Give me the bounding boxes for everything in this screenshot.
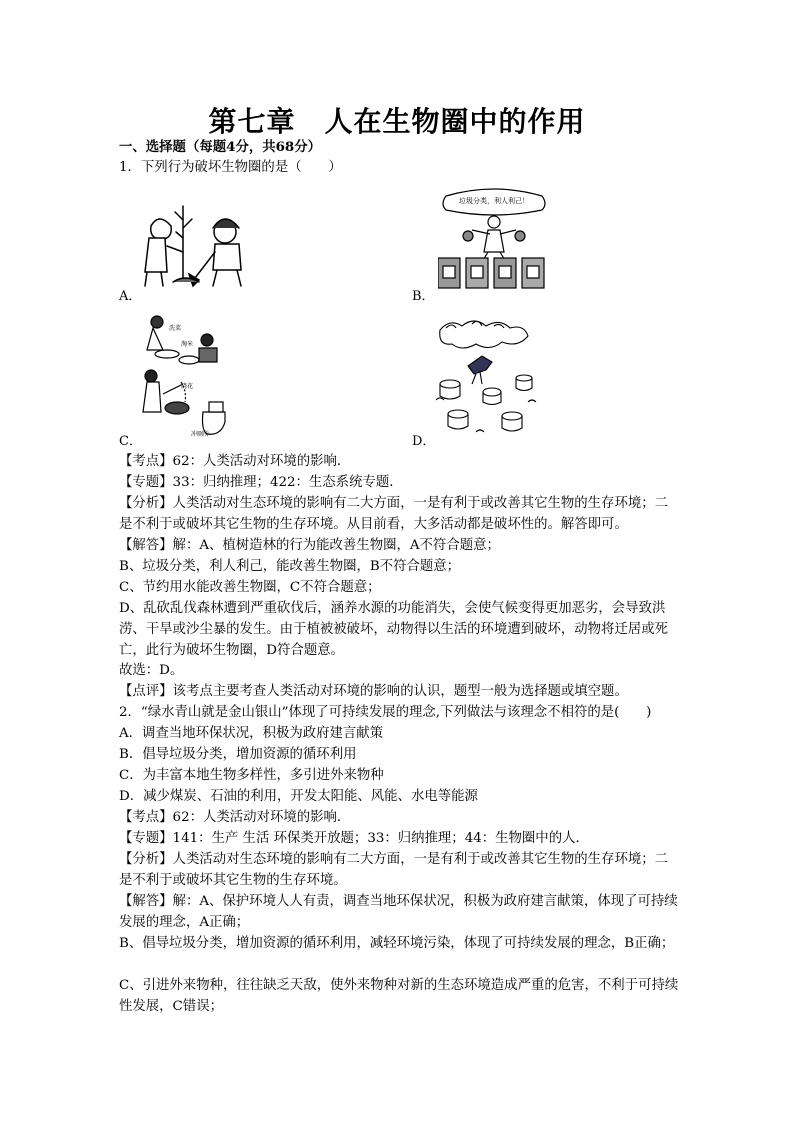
- q1-jieda-line3: C、节约用水能改善生物圈，C不符合题意；: [119, 580, 381, 595]
- chapter-title: 第七章 人在生物圈中的作用: [208, 105, 586, 138]
- q2-stem: 2．“绿水青山就是金山银山”体现了可持续发展的理念,下列做法与该理念不相符的是( ): [119, 705, 652, 720]
- option-a-label: A．: [119, 289, 142, 304]
- option-d-label: D．: [412, 434, 436, 449]
- q2-option-d: D．减少煤炭、石油的利用，开发太阳能、风能、水电等能源: [119, 789, 478, 804]
- q2-jieda-line1: 【解答】解：A、保护环境人人有责，调查当地环保状况，积极为政府建言献策，体现了可持续发展的理念，A正确；: [119, 894, 678, 930]
- q1-jieda-line4: D、乱砍乱伐森林遭到严重砍伐后，涵养水源的功能消失，会使气候变得更加恶劣，会导致洪涝、干旱或沙尘暴的发生。由于植被被破坏，动物得以生活的环境遭到破坏，动物将迁居或死亡，此行为破坏生物圈，D符合题意。: [119, 601, 669, 658]
- q2-zhuanti: 【专题】141：生产 生活 环保类开放题；33：归纳推理；44：生物圈中的人．: [119, 831, 589, 846]
- q2-kaodian: 【考点】62：人类活动对环境的影响．: [119, 810, 351, 825]
- option-c-water-saving-image: [137, 312, 231, 442]
- q1-jieda-line2: B、垃圾分类，利人利己，能改善生物圈，B不符合题意；: [119, 559, 461, 574]
- q1-zhuanti: 【专题】33：归纳推理；422：生态系统专题．: [119, 475, 403, 490]
- q1-kaodian: 【考点】62：人类活动对环境的影响．: [119, 454, 351, 469]
- q2-option-a: A．调查当地环保状况，积极为政府建言献策: [119, 726, 384, 741]
- q1-answer: 故选：D。: [119, 663, 184, 678]
- q2-option-c: C．为丰富本地生物多样性，多引进外来物种: [119, 768, 384, 783]
- q1-stem: 1．下列行为破坏生物圈的是（ ）: [119, 160, 342, 175]
- option-c-label: C．: [119, 434, 142, 449]
- option-d-deforestation-image: [432, 316, 544, 440]
- option-c-label-flush: 冲厕所: [191, 431, 210, 438]
- option-b-banner-text: 垃圾分类，利人利己！: [459, 197, 529, 205]
- option-b-label: B．: [412, 289, 435, 304]
- q2-fenxi: 【分析】人类活动对生态环境的影响有二大方面，一是有利于或改善其它生物的生存环境；二是不利于或破坏其它生物的生存环境。: [119, 852, 669, 888]
- option-b-garbage-sorting-image: [438, 188, 550, 292]
- q1-dianping: 【点评】该考点主要考查人类活动对环境的影响的认识，题型一般为选择题或填空题。: [119, 684, 628, 699]
- q2-option-b: B．倡导垃圾分类，增加资源的循环利用: [119, 747, 357, 762]
- q2-jieda-line3: C、引进外来物种，往往缺乏天敌，使外来物种对新的生态环境造成严重的危害，不利于可持续性发展，C错误；: [119, 978, 679, 1014]
- option-c-label-wash-rice: 淘米: [181, 341, 194, 348]
- option-c-label-water-flower: 浇花: [181, 383, 194, 390]
- q2-jieda-line2: B、倡导垃圾分类，增加资源的循环利用，减轻环境污染，体现了可持续发展的理念，B正确；: [119, 936, 675, 951]
- option-c-label-wash-veg: 洗菜: [169, 325, 182, 332]
- option-a-tree-planting-image: [133, 198, 265, 290]
- section-heading: 一、选择题（每题4分，共68分）: [119, 139, 322, 155]
- q1-jieda-line1: 【解答】解：A、植树造林的行为能改善生物圈，A不符合题意；: [119, 538, 500, 553]
- q1-fenxi: 【分析】人类活动对生态环境的影响有二大方面，一是有利于或改善其它生物的生存环境；二是不利于或破坏其它生物的生存环境。从目前看，大多活动都是破坏性的。解答即可。: [119, 496, 669, 532]
